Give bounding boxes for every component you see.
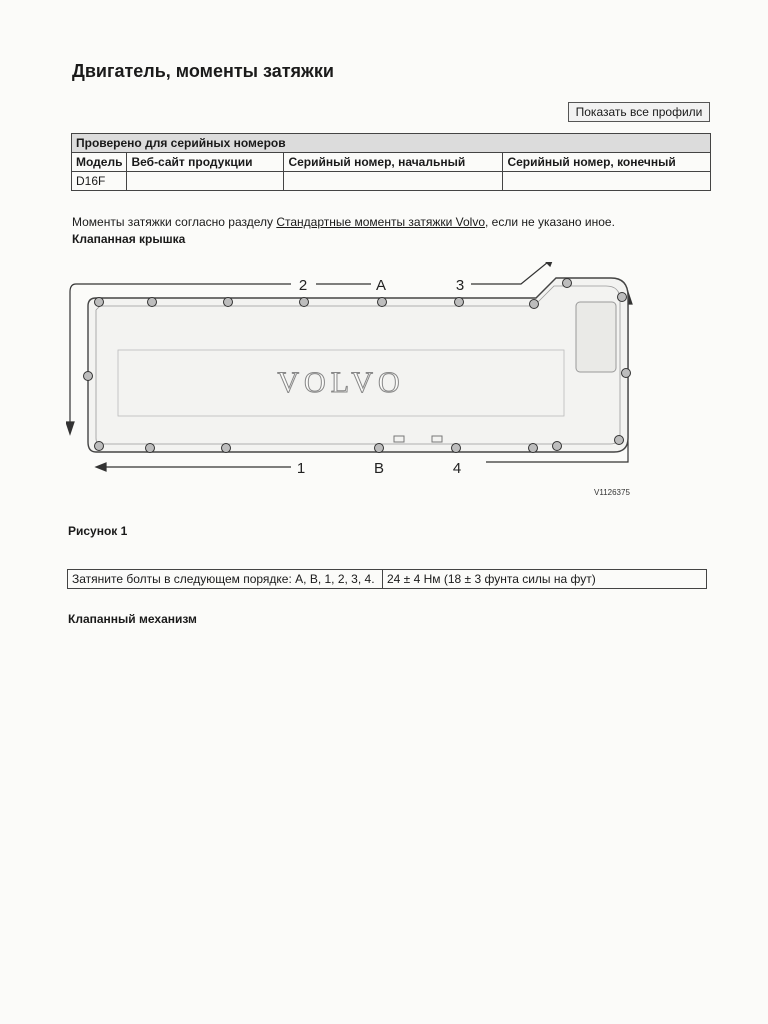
torque-table xyxy=(67,569,707,589)
serial-numbers-table xyxy=(71,133,711,191)
oil-filler-cap xyxy=(576,302,616,372)
bolt-icon xyxy=(615,436,624,445)
cell-product-website xyxy=(127,172,284,191)
arrow-path-top-right xyxy=(471,262,548,284)
cell-model: D16F xyxy=(72,172,127,191)
label-4: 4 xyxy=(452,460,462,477)
bolt-icon xyxy=(375,444,384,453)
label-2: 2 xyxy=(298,277,308,294)
cell-serial-end xyxy=(503,172,711,191)
serial-table-header: Проверено для серийных номеров xyxy=(72,134,711,153)
column-header-product-website: Веб-сайт продукции xyxy=(127,153,284,172)
bolt-icon xyxy=(222,444,231,453)
bolt-icon xyxy=(84,372,93,381)
bolt-icon xyxy=(148,298,157,307)
bolt-icon xyxy=(378,298,387,307)
page-title: Двигатель, моменты затяжки xyxy=(72,61,334,81)
bolt-icon xyxy=(530,300,539,309)
volvo-logo: VOLVO xyxy=(277,366,405,399)
bolt-icon xyxy=(563,279,572,288)
valve-cover-outline xyxy=(88,278,628,452)
label-b: B xyxy=(373,460,385,477)
torque-value: 24 ± 4 Нм (18 ± 3 фунта силы на фут) xyxy=(383,570,707,589)
section-heading-valve-cover: Клапанная крышка xyxy=(72,232,186,246)
bolt-icon xyxy=(618,293,627,302)
bolt-icon xyxy=(622,369,631,378)
bolt-icon xyxy=(224,298,233,307)
label-3: 3 xyxy=(455,277,465,294)
column-header-serial-end: Серийный номер, конечный xyxy=(503,153,711,172)
table-row xyxy=(68,570,707,589)
column-header-serial-start: Серийный номер, начальный xyxy=(284,153,503,172)
standard-torques-link[interactable]: Стандартные моменты затяжки Volvo xyxy=(276,215,486,229)
bolt-icon xyxy=(455,298,464,307)
bolt-icon xyxy=(146,444,155,453)
label-1: 1 xyxy=(296,460,306,477)
bolt-icon xyxy=(95,442,104,451)
bolt-icon xyxy=(553,442,562,451)
table-row xyxy=(72,172,711,191)
note-suffix: , если не указано иное. xyxy=(485,215,615,229)
label-a: A xyxy=(375,277,387,294)
valve-cover-diagram xyxy=(66,262,646,502)
bolt-icon xyxy=(452,444,461,453)
arrow-icon xyxy=(96,463,106,471)
bolt-icon xyxy=(95,298,104,307)
figure-caption: Рисунок 1 xyxy=(68,524,128,538)
arrow-icon xyxy=(66,422,74,434)
torque-note xyxy=(72,215,615,229)
column-header-model: Модель xyxy=(72,153,127,172)
section-heading-valve-mechanism: Клапанный механизм xyxy=(68,612,197,626)
note-prefix: Моменты затяжки согласно разделу xyxy=(72,215,277,229)
cell-serial-start xyxy=(284,172,503,191)
torque-instruction: Затяните болты в следующем порядке: A, B, 1, 2, 3, 4. xyxy=(68,570,383,589)
bolt-icon xyxy=(300,298,309,307)
show-all-profiles-button[interactable]: Показать все профили xyxy=(568,102,710,122)
figure-image-id: V1126375 xyxy=(594,488,630,497)
bolt-icon xyxy=(529,444,538,453)
